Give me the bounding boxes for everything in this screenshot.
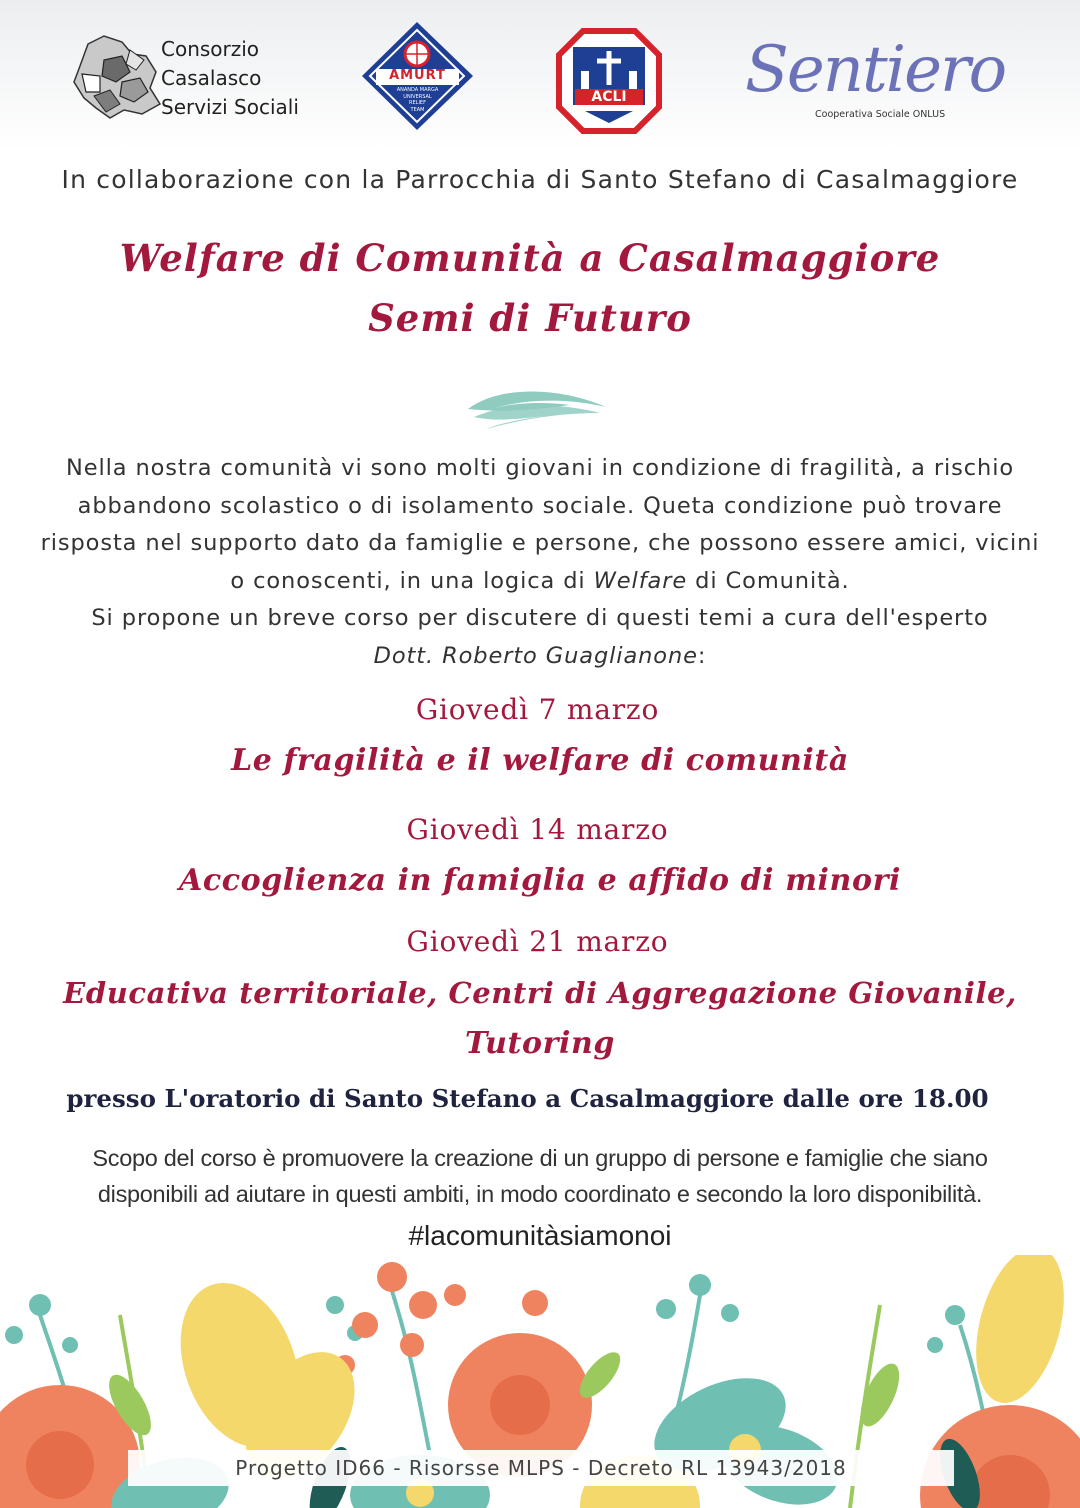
- intro-text-b: di Comunità.: [695, 567, 850, 594]
- title-line1: Welfare di Comunità a Casalmaggiore: [119, 236, 941, 280]
- sentiero-logo: [745, 33, 1006, 130]
- intro-expert: Dott. Roberto Guaglianone: [373, 642, 698, 669]
- consorzio-line2: Casalasco: [161, 66, 262, 90]
- amurt-sub1: ANANDA MARGA: [396, 87, 439, 93]
- amurt-logo: [360, 20, 475, 132]
- consorzio-logo: [70, 30, 310, 125]
- event-1-topic: Le fragilità e il welfare di comunità: [231, 743, 849, 778]
- intro-text-a: Nella nostra comunità vi sono molti giovani in condizione di fragilità, a rischio abbandono scolastico o di isolamento sociale. Queta condizione può trovare risposta nel supporto dato da famiglie e persone, che possono essere amici, vicini o conoscenti, in una logica di: [40, 455, 1040, 594]
- consorzio-line3: Servizi Sociali: [161, 95, 299, 119]
- purpose-line1: Scopo del corso è promuovere la creazione di un gruppo di persone e famiglie che siano: [92, 1145, 988, 1171]
- event-3-topic-line2: Tutoring: [464, 1026, 616, 1061]
- amurt-sub3: RELIEF: [409, 100, 426, 106]
- event-3-date: Giovedì 21 marzo: [406, 925, 669, 958]
- consorzio-line1: Consorzio: [161, 37, 260, 61]
- intro-paragraph: [40, 450, 1040, 675]
- intro-welfare-word: Welfare: [593, 567, 688, 594]
- venue-line: presso L'oratorio di Santo Stefano a Casalmaggiore dalle ore 18.00: [66, 1084, 989, 1113]
- province-map-icon: [70, 30, 170, 125]
- title-line2: Semi di Futuro: [368, 296, 692, 340]
- sentiero-name: Sentiero: [745, 33, 1006, 107]
- purpose-line2: disponibili ad aiutare in questi ambiti, in modo coordinato e secondo la loro disponibilità.: [97, 1181, 983, 1207]
- hashtag: #lacomunitàsiamonoi: [408, 1220, 672, 1251]
- event-3-topic-line1: Educativa territoriale, Centri di Aggregazione Giovanile,: [63, 976, 1017, 1010]
- amurt-sub2: UNIVERSAL: [403, 93, 432, 100]
- logo-bar: [0, 0, 1080, 150]
- amurt-sub4: TEAM: [410, 106, 425, 113]
- event-1-date: Giovedì 7 marzo: [415, 693, 660, 726]
- amurt-name: AMURT: [389, 68, 446, 83]
- event-2-date: Giovedì 14 marzo: [406, 813, 669, 846]
- acli-name: ACLI: [591, 89, 627, 105]
- wave-divider-icon: [460, 383, 610, 433]
- acli-logo: [555, 27, 663, 135]
- intro-text-c: Si propone un breve corso per discutere di questi temi a cura dell'esperto: [91, 605, 989, 631]
- intro-colon: :: [697, 642, 707, 669]
- collaboration-line: In collaborazione con la Parrocchia di Santo Stefano di Casalmaggiore: [61, 165, 1019, 194]
- event-2-topic: Accoglienza in famiglia e affido di minori: [179, 863, 901, 898]
- purpose-paragraph: [30, 1140, 1050, 1212]
- footer-text: Progetto ID66 - Risorsse MLPS - Decreto RL 13943/2018: [235, 1456, 847, 1480]
- sentiero-tagline: Cooperativa Sociale ONLUS: [815, 109, 946, 120]
